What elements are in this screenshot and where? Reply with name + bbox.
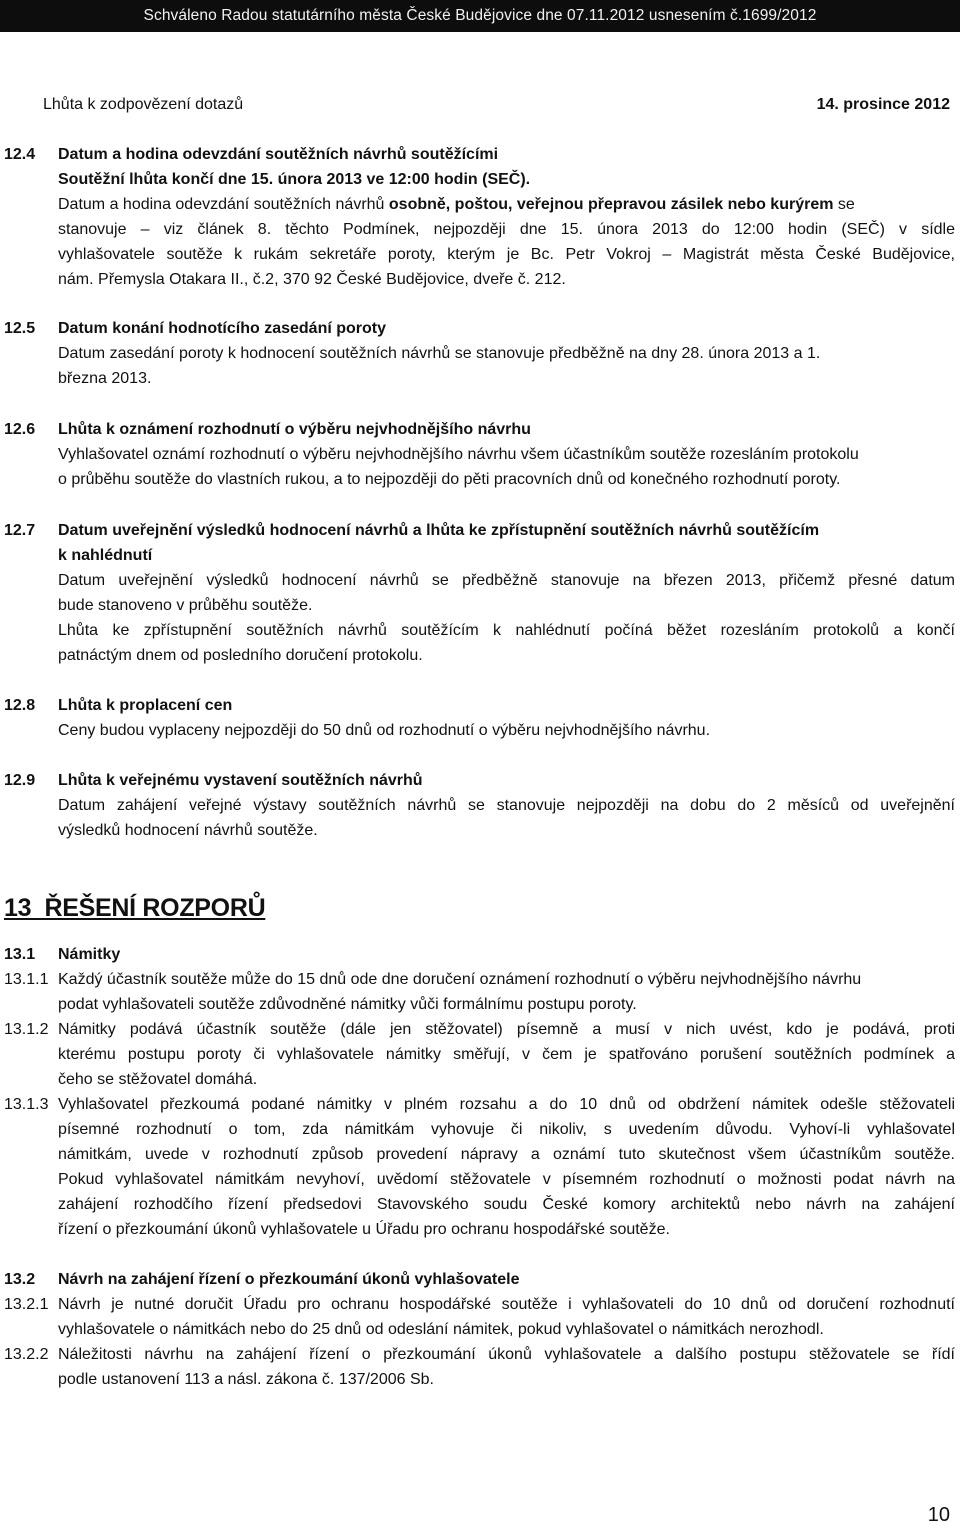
section-12-4-line-4: nám. Přemysla Otakara II., č.2, 370 92 České Budějovice, dveře č. 212. [58, 271, 566, 288]
para-13-1-3-line-3: námitkám, uvede v rozhodnutí způsob provedení nápravy a oznámí tuto skutečnost všem účastníkům soutěže. [58, 1146, 955, 1163]
section-12-5-title: Datum konání hodnotícího zasedání poroty [58, 320, 387, 337]
section-12-7-line-3: Lhůta ke zpřístupnění soutěžních návrhů soutěžícím k nahlédnutí počíná běžet rozesláním protokolů a končí [58, 622, 955, 639]
para-13-2-1-line-1: Návrh je nutné doručit Úřadu pro ochranu hospodářské soutěže i vyhlašovateli do 10 dnů od doručení rozhodnutí [58, 1296, 955, 1313]
section-12-5-number: 12.5 [4, 320, 36, 337]
section-12-4-subtitle: Soutěžní lhůta končí dne 15. února 2013 ve 12:00 hodin (SEČ). [58, 171, 531, 188]
section-12-7-title-line-1: Datum uveřejnění výsledků hodnocení návrhů a lhůta ke zpřístupnění soutěžních návrhů soutěžícím [58, 522, 820, 539]
section-12-9-number: 12.9 [4, 772, 36, 789]
para-13-1-2-line-3: čeho se stěžovatel domáhá. [58, 1071, 258, 1088]
section-12-7-title-line-2: k nahlédnutí [58, 547, 153, 564]
section-12-8-number: 12.8 [4, 697, 36, 714]
section-13-2-title: Návrh na zahájení řízení o přezkoumání úkonů vyhlašovatele [58, 1271, 520, 1288]
section-12-8-line-1: Ceny budou vyplaceny nejpozději do 50 dnů od rozhodnutí o výběru nejvhodnějšího návrhu. [58, 722, 711, 739]
page-number: 10 [927, 1504, 950, 1526]
section-12-6-title: Lhůta k oznámení rozhodnutí o výběru nejvhodnějšího návrhu [58, 421, 531, 438]
section-12-6-number: 12.6 [4, 421, 36, 438]
para-13-2-1-number: 13.2.1 [4, 1296, 49, 1313]
section-13-2-number: 13.2 [4, 1271, 36, 1288]
section-12-7-number: 12.7 [4, 522, 36, 539]
para-13-1-1-line-2: podat vyhlašovateli soutěže zdůvodněné námitky vůči formálnímu postupu poroty. [58, 996, 637, 1013]
para-13-1-3-line-6: řízení o přezkoumání úkonů vyhlašovatele u Úřadu pro ochranu hospodářské soutěže. [58, 1221, 670, 1238]
section-12-9-title: Lhůta k veřejnému vystavení soutěžních návrhů [58, 772, 423, 789]
para-13-2-2-line-2: podle ustanovení 113 a násl. zákona č. 137/2006 Sb. [58, 1371, 434, 1388]
section-12-7-line-1: Datum uveřejnění výsledků hodnocení návrhů se předběžně stanovuje na březen 2013, přičemž přesné datum [58, 572, 955, 589]
para-13-2-1-line-2: vyhlašovatele o námitkách nebo do 25 dnů od odeslání námitek, pokud vyhlašovatel o námitkách nerozhodl. [58, 1321, 824, 1338]
para-13-1-3-line-2: písemné rozhodnutí o tom, zda námitkám vyhovuje či nikoliv, s uvedením důvodu. Vyhoví-li vyhlašovatel [58, 1121, 955, 1138]
text-run-bold: osobně, poštou, veřejnou přepravou zásilek nebo kurýrem [388, 196, 834, 213]
para-13-1-3-line-5: zahájení rozhodčího řízení předsedovi Stavovského soudu České komory architektů nebo návrh na zahájení [58, 1196, 955, 1213]
para-13-1-3-line-4: Pokud vyhlašovatel námitkám nevyhoví, uvědomí stěžovatele v písemném rozhodnutí o možnosti podat návrh na [58, 1171, 955, 1188]
approval-banner: Schváleno Radou statutárního města České Budějovice dne 07.11.2012 usnesením č.1699/2012 [0, 0, 960, 32]
para-13-1-3-line-1: Vyhlašovatel přezkoumá podané námitky v plném rozsahu a do 10 dnů od obdržení námitek odešle stěžovateli [58, 1096, 955, 1113]
para-13-1-2-line-2: kterému postupu poroty či vyhlašovatele námitky směřují, v čem je spatřováno porušení soutěžních podmínek a [58, 1046, 955, 1063]
deadline-label: Lhůta k zodpovězení dotazů [43, 96, 244, 113]
text-run: se [833, 196, 855, 213]
section-12-4-number: 12.4 [4, 146, 36, 163]
section-12-7-line-4: patnáctým dnem od posledního doručení protokolu. [58, 647, 423, 664]
para-13-1-3-number: 13.1.3 [4, 1096, 49, 1113]
para-13-1-1-number: 13.1.1 [4, 971, 49, 988]
text-run: Datum a hodina odevzdání soutěžních návrhů [58, 196, 389, 213]
para-13-2-2-line-1: Náležitosti návrhu na zahájení řízení o přezkoumání úkonů vyhlašovatele a dalšího postupu stěžovatele se řídí [58, 1346, 955, 1363]
section-12-6-line-2: o průběhu soutěže do vlastních rukou, a to nejpozději do pěti pracovních dnů od konečného rozhodnutí poroty. [58, 471, 841, 488]
section-12-5-line-2: března 2013. [58, 370, 152, 387]
para-13-1-1-line-1: Každý účastník soutěže může do 15 dnů ode dne doručení oznámení rozhodnutí o výběru nejvhodnějšího návrhu [58, 971, 862, 988]
section-13-1-number: 13.1 [4, 946, 36, 963]
section-12-4-line-3: vyhlašovatele soutěže k rukám sekretáře poroty, kterým je Bc. Petr Vokroj – Magistrát města České Budějovice, [58, 246, 955, 263]
section-13-1-title: Námitky [58, 946, 121, 963]
section-12-5-line-1: Datum zasedání poroty k hodnocení soutěžních návrhů se stanovuje předběžně na dny 28. února 2013 a 1. [58, 345, 821, 362]
chapter-13-heading: 13 ŘEŠENÍ ROZPORŮ [4, 894, 266, 922]
section-12-4-title: Datum a hodina odevzdání soutěžních návrhů soutěžícími [58, 146, 499, 163]
section-12-8-title: Lhůta k proplacení cen [58, 697, 233, 714]
section-12-6-line-1: Vyhlašovatel oznámí rozhodnutí o výběru nejvhodnějšího návrhu všem účastníkům soutěže rozesláním protokolu [58, 446, 859, 463]
section-12-4-line-1 [58, 192, 855, 217]
para-13-2-2-number: 13.2.2 [4, 1346, 49, 1363]
para-13-1-2-line-1: Námitky podává účastník soutěže (dále jen stěžovatel) písemně a musí v nich uvést, kdo je podává, proti [58, 1021, 955, 1038]
section-12-9-line-2: výsledků hodnocení návrhů soutěže. [58, 822, 318, 839]
section-12-7-line-2: bude stanoveno v průběhu soutěže. [58, 597, 313, 614]
para-13-1-2-number: 13.1.2 [4, 1021, 49, 1038]
deadline-value: 14. prosince 2012 [816, 96, 950, 113]
section-12-9-line-1: Datum zahájení veřejné výstavy soutěžních návrhů se stanovuje nejpozději na dobu do 2 měsíců od uveřejnění [58, 797, 955, 814]
section-12-4-line-2: stanovuje – viz článek 8. těchto Podmínek, nejpozději dne 15. února 2013 do 12:00 hodin (SEČ) v sídle [58, 221, 955, 238]
